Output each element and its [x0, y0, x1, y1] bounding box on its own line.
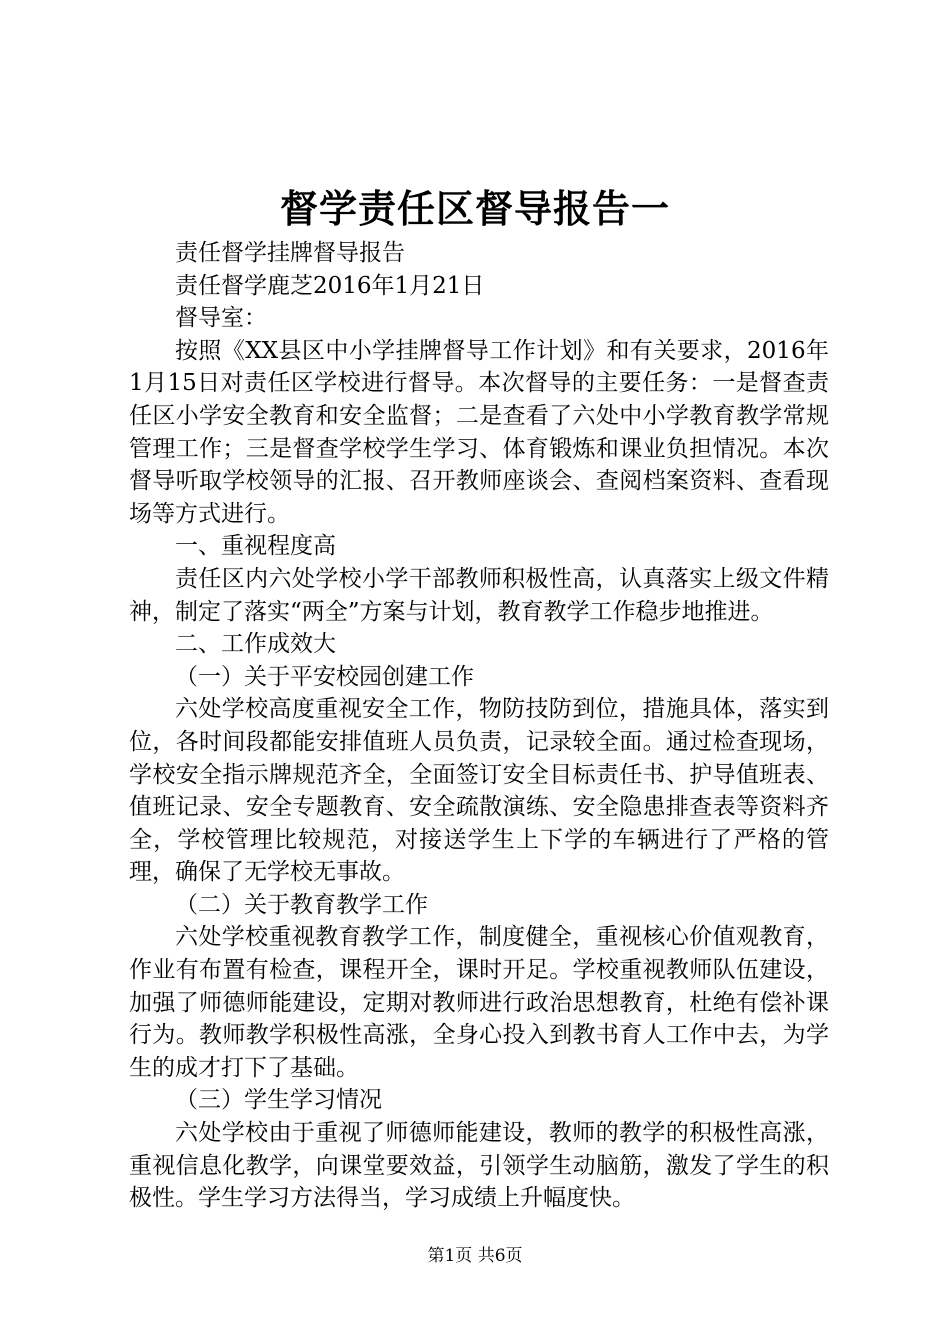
- page-footer: 第1页 共6页: [427, 1246, 523, 1266]
- subsection-heading-1: （一）关于平安校园创建工作: [175, 663, 474, 690]
- paragraph-subtitle: 责任督学挂牌督导报告: [175, 240, 405, 266]
- paragraph-author-date: 责任督学鹿芝2016年1月21日: [175, 272, 485, 299]
- paragraph-subsection-1: 六处学校高度重视安全工作，物防技防到位，措施具体，落实到位，各时间段都能安排值班人员负责，记录较全面。通过检查现场，学校安全指示牌规范齐全，全面签订安全目标责任书、护导值班表、值班记录、安全专题教育、安全疏散演练、安全隐患排查表等资料齐全，学校管理比较规范，对接送学生上下学的车辆进行了严格的管理，确保了无学校无事故。: [129, 696, 829, 886]
- section-heading-2: 二、工作成效大: [175, 631, 336, 658]
- paragraph-intro: 按照《XX县区中小学挂牌督导工作计划》和有关要求，2016年1月15日对责任区学校进行督导。本次督导的主要任务：一是督查责任区小学安全教育和安全监督；二是查看了六处中小学教育教学常规管理工作；三是督查学校学生学习、体育锻炼和课业负担情况。本次督导听取学校领导的汇报、召开教师座谈会、查阅档案资料、查看现场等方式进行。: [129, 337, 829, 527]
- subsection-heading-3: （三）学生学习情况: [175, 1087, 382, 1114]
- paragraph-subsection-3: 六处学校由于重视了师德师能建设，教师的教学的积极性高涨，重视信息化教学，向课堂要效益，引领学生动脑筋，激发了学生的积极性。学生学习方法得当，学习成绩上升幅度快。: [129, 1120, 829, 1212]
- paragraph-section-1: 责任区内六处学校小学干部教师积极性高，认真落实上级文件精神，制定了落实“两全”方案与计划，教育教学工作稳步地推进。: [129, 565, 829, 625]
- paragraph-subsection-2: 六处学校重视教育教学工作，制度健全，重视核心价值观教育，作业有布置有检查，课程开全，课时开足。学校重视教师队伍建设，加强了师德师能建设，定期对教师进行政治思想教育，杜绝有偿补课行为。教师教学积极性高涨，全身心投入到教书育人工作中去，为学生的成才打下了基础。: [129, 924, 829, 1081]
- document-body: [129, 237, 829, 1215]
- section-heading-1: 一、重视程度高: [175, 533, 336, 560]
- paragraph-salutation: 督导室：: [175, 305, 267, 332]
- subsection-heading-2: （二）关于教育教学工作: [175, 891, 428, 918]
- document-title: 督学责任区督导报告一: [279, 186, 670, 231]
